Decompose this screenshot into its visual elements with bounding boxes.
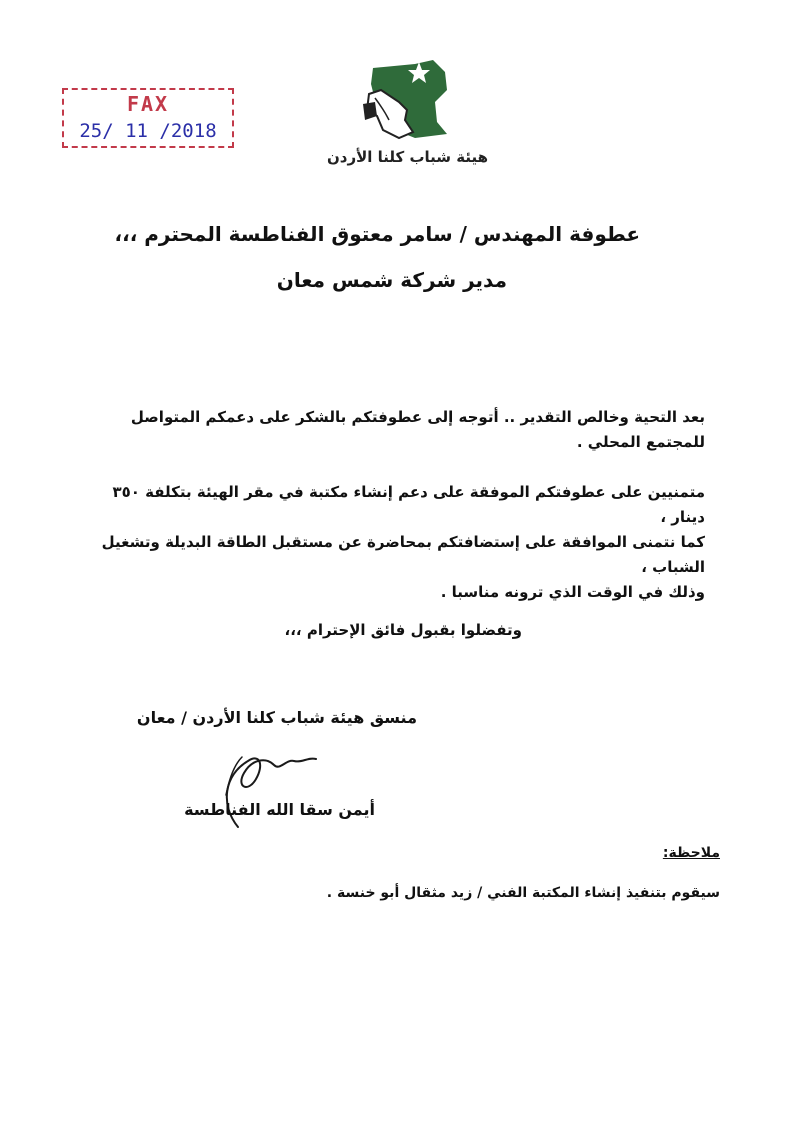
signatory-title: منسق هيئة شباب كلنا الأردن / معان <box>136 708 417 727</box>
paragraph-1: بعد التحية وخالص التقدير .. أتوجه إلى عطوفتكم بالشكر على دعمكم المتواصل للمجتمع المحلي . <box>130 408 705 451</box>
paragraph-2 <box>88 480 705 605</box>
paragraph-2-line-2: كما نتمنى الموافقة على إستضافتكم بمحاضرة عن مستقبل الطاقة البديلة وتشغيل الشباب ، <box>101 533 705 576</box>
note-label: ملاحظة: <box>662 845 720 861</box>
note-label-row <box>88 845 720 861</box>
fax-stamp-date: 25/ 11 /2018 <box>79 120 217 142</box>
logo-caption: هيئة شباب كلنا الأردن <box>326 148 489 166</box>
organization-logo-icon <box>355 50 465 150</box>
signatory-name: أيمن سقا الله الفناطسة <box>184 800 375 819</box>
salutation-line-1: عطوفة المهندس / سامر معتوق الفناطسة المحترم ،،، <box>114 222 640 246</box>
note-text: سيقوم بتنفيذ إنشاء المكتبة الفني / زيد مثقال أبو خنسة . <box>326 885 720 901</box>
fax-stamp <box>62 88 234 148</box>
paragraph-2-line-1: متمنيين على عطوفتكم الموفقة على دعم إنشاء مكتبة في مقر الهيئة بتكلفة ٣٥٠ دينار ، <box>112 483 705 526</box>
fax-stamp-label: FAX <box>126 92 170 116</box>
salutation-line-2: مدير شركة شمس معان <box>276 268 507 292</box>
paragraph-2-line-3: وذلك في الوقت الذي ترونه مناسبا . <box>440 583 705 601</box>
closing-line: وتفضلوا بقبول فائق الإحترام ،،، <box>284 621 522 639</box>
